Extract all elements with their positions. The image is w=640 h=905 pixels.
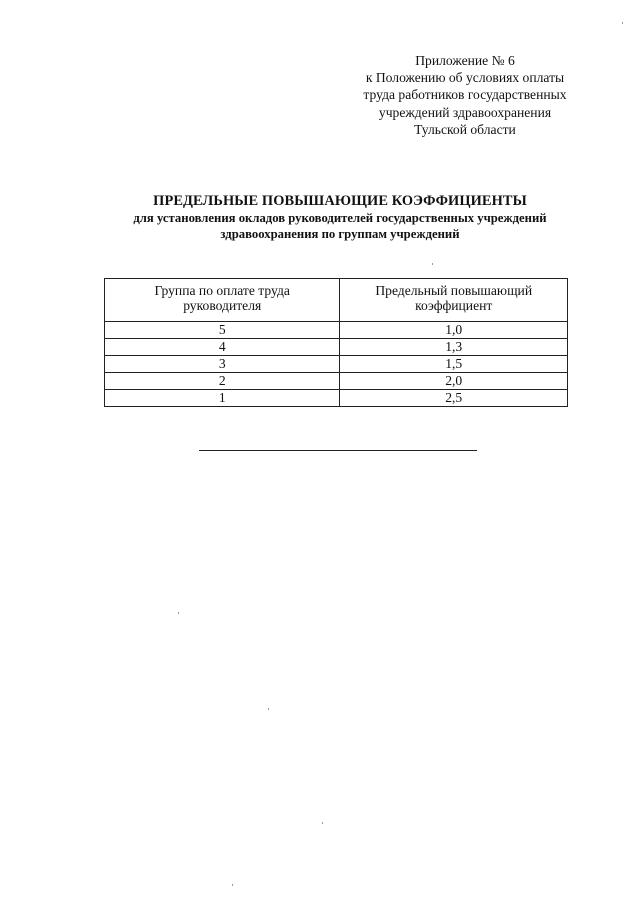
- appendix-line: к Положению об условиях оплаты: [365, 70, 565, 86]
- scan-speck: [268, 708, 269, 710]
- document-heading: [40, 192, 640, 242]
- document-title: ПРЕДЕЛЬНЫЕ ПОВЫШАЮЩИЕ КОЭФФИЦИЕНТЫ: [153, 193, 527, 209]
- group-cell: 4: [105, 339, 340, 356]
- appendix-line: Приложение № 6: [415, 53, 515, 68]
- scan-speck: [178, 612, 179, 614]
- table-header-row: [105, 279, 568, 322]
- group-cell: 3: [105, 356, 340, 373]
- header-group-line: руководителя: [183, 298, 262, 313]
- closing-rule: [199, 450, 477, 451]
- header-group-line: Группа по оплате труда: [154, 283, 290, 298]
- document-subtitle-line: для установления окладов руководителей государственных учреждений: [133, 211, 547, 225]
- scan-speck: [232, 884, 233, 886]
- appendix-line: учреждений здравоохранения: [378, 104, 552, 120]
- document-subtitle-line: здравоохранения по группам учреждений: [220, 227, 460, 241]
- table-row: [105, 339, 568, 356]
- coefficient-cell: 2,5: [340, 390, 568, 407]
- table-row: [105, 322, 568, 339]
- group-cell: 5: [105, 322, 340, 339]
- coefficient-cell: 1,0: [340, 322, 568, 339]
- header-coefficient-line: Предельный повышающий: [375, 283, 533, 298]
- header-group: [105, 279, 340, 322]
- coefficient-cell: 2,0: [340, 373, 568, 390]
- scan-speck: [432, 263, 433, 265]
- table-row: [105, 390, 568, 407]
- appendix-block: [330, 52, 600, 138]
- coefficient-cell: 1,5: [340, 356, 568, 373]
- group-cell: 1: [105, 390, 340, 407]
- scan-speck: [322, 822, 323, 824]
- appendix-line: труда работников государственных: [363, 87, 567, 103]
- appendix-line: Тульской области: [414, 121, 516, 137]
- group-cell: 2: [105, 373, 340, 390]
- header-coefficient: [340, 279, 568, 322]
- scan-speck: [622, 22, 623, 24]
- table-row: [105, 356, 568, 373]
- coefficients-table: [104, 278, 568, 407]
- coefficient-cell: 1,3: [340, 339, 568, 356]
- header-coefficient-line: коэффициент: [415, 298, 493, 313]
- table-row: [105, 373, 568, 390]
